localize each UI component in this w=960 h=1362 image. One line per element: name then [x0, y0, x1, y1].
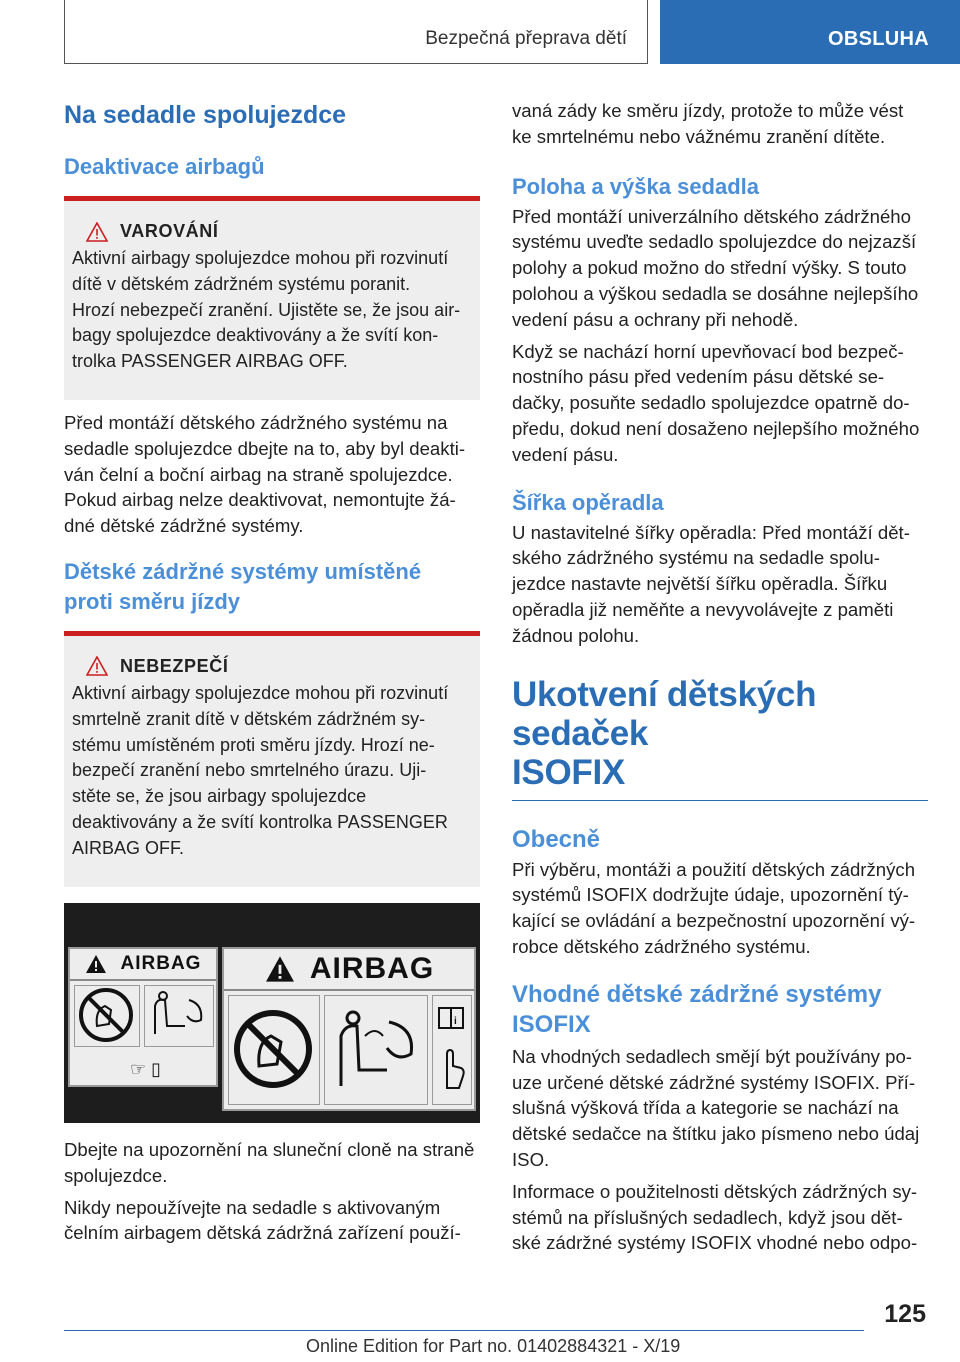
airbag-label-text: AIRBAG: [120, 952, 202, 974]
text-line: slušná výšková třída a kategorie se nachází na: [512, 1097, 899, 1119]
text-line: uze určené dětské zádržné systémy ISOFIX. Pří‐: [512, 1071, 916, 1093]
chapter-tab: OBSLUHA: [660, 0, 960, 64]
warning-triangle-icon: [85, 954, 107, 974]
warning-triangle-icon: [86, 222, 108, 242]
heading-line: ISOFIX: [512, 752, 625, 792]
text-line: dné dětské zádržné systémy.: [64, 515, 304, 537]
page-number: 125: [884, 1300, 926, 1328]
text-line: sedadle spolujezdce dbejte na to, aby byl deakti‐: [64, 437, 466, 459]
subheading-deaktivace: Deaktivace airbagů: [64, 154, 265, 179]
text-line: Na vhodných sedadlech smějí být používány po‐: [512, 1045, 912, 1067]
text-line: polohy a pokud možno do střední výšky. S touto: [512, 257, 907, 279]
label-cell: [432, 995, 472, 1105]
text-line: stémů na příslušných sedadlech, když jsou dět‐: [512, 1206, 903, 1228]
label-cell: [228, 995, 320, 1105]
text-line: ské zádržné systémy ISOFIX vhodné nebo odpo‐: [512, 1232, 918, 1254]
paragraph: [512, 520, 928, 649]
danger-label: NEBEZPEČÍ: [120, 655, 229, 676]
text-line: Když se nachází horní upevňovací bod bezpeč‐: [512, 340, 904, 362]
warning-label: VAROVÁNÍ: [120, 221, 219, 241]
text-line: Dbejte na upozornění na sluneční cloně na straně: [64, 1138, 475, 1160]
airbag-label-text: AIRBAG: [309, 951, 435, 985]
section-heading-isofix: [512, 675, 928, 800]
subheading-sirka: Šířka opěradla: [512, 489, 664, 515]
book-hand-icon: [433, 996, 469, 1102]
danger-line: stému umístěném proti směru jízdy. Hrozí ne‐: [72, 734, 435, 755]
warning-line: bagy spolujezdce deaktivovány a že svítí kon‐: [72, 325, 439, 346]
paragraph: [512, 98, 928, 150]
airbag-label-header: [70, 949, 216, 981]
warning-line: trolka PASSENGER AIRBAG OFF.: [72, 351, 348, 372]
text-line: čelním airbagem dětská zádržná zařízení použí‐: [64, 1222, 461, 1244]
warning-triangle-icon: [264, 955, 296, 983]
paragraph: [512, 339, 928, 468]
label-cell: [74, 985, 140, 1047]
subheading-line: Dětské zádržné systémy umístěné: [64, 558, 422, 584]
text-line: vedení pásu.: [512, 443, 619, 465]
header-section-box: [64, 0, 648, 64]
text-line: Při výběru, montáži a použití dětských zádržných: [512, 858, 916, 880]
text-line: ke smrtelnému nebo vážnému zranění dítěte.: [512, 125, 886, 147]
paragraph: [64, 1195, 480, 1247]
subheading-line: proti směru jízdy: [64, 588, 241, 614]
text-line: ván čelní a boční airbag na straně spolujezdce.: [64, 463, 453, 485]
warning-line: dítě v dětském zádržném systému poranit.: [72, 273, 411, 294]
airbag-deploy-icon: [325, 996, 425, 1102]
text-line: polohou a výškou sedadla se dosáhne nejlepšího: [512, 282, 919, 304]
paragraph: [512, 1179, 928, 1256]
text-line: Nikdy nepoužívejte na sedadle s aktivovaným: [64, 1196, 441, 1218]
danger-line: smrtelně zranit dítě v dětském zádržném sy‐: [72, 708, 426, 729]
danger-line: deaktivovány a že svítí kontrolka PASSENGER: [72, 811, 448, 832]
paragraph: [512, 857, 928, 960]
airbag-label-photo: [64, 903, 480, 1123]
text-line: ISO.: [512, 1148, 550, 1170]
edition-note: Online Edition for Part no. 01402884321 - X/19: [306, 1336, 681, 1356]
airbag-label-small: [68, 947, 218, 1087]
label-cell: [324, 995, 428, 1105]
heading-rule: [512, 800, 928, 801]
danger-line: Aktivní airbagy spolujezdce mohou při rozvinutí: [72, 682, 449, 703]
danger-line: stěte se, že jsou airbagy spolujezdce: [72, 786, 367, 807]
text-line: předu, dokud není dosaženo nejlepšího možného: [512, 417, 920, 439]
danger-box: [64, 631, 480, 887]
section-heading: Na sedadle spolujezdce: [64, 101, 347, 129]
text-line: spolujezdce.: [64, 1164, 168, 1186]
warning-triangle-icon: [86, 656, 108, 676]
warning-line: Hrozí nebezpečí zranění. Ujistěte se, že jsou air‐: [72, 299, 461, 320]
section-title: Bezpečná přeprava dětí: [425, 28, 627, 49]
text-line: systému uveďte sedadlo spolujezdce do nejzazší: [512, 231, 917, 253]
text-line: nostního pásu před vedením pásu dětské se‐: [512, 366, 885, 388]
subheading-proti-smeru: [64, 557, 480, 617]
svg-text:i: i: [454, 1015, 457, 1027]
text-line: Před montáží univerzálního dětského zádržného: [512, 205, 911, 227]
no-child-seat-icon: [75, 986, 137, 1044]
text-line: ského zádržného systému na sedadle spolu‐: [512, 547, 880, 569]
no-child-seat-icon: [229, 996, 317, 1102]
left-column: [64, 100, 480, 1246]
subheading-obecne: Obecně: [512, 825, 601, 853]
text-line: systémů ISOFIX dodržujte údaje, upozornění tý‐: [512, 884, 909, 906]
right-column: [512, 98, 928, 1256]
heading-line: Ukotvení dětských sedaček: [512, 674, 817, 753]
text-line: Pokud airbag nelze deaktivovat, nemontujte žá‐: [64, 489, 456, 511]
hand-book-icons: ☞ ▯: [130, 1058, 162, 1079]
airbag-label-large: [222, 947, 476, 1111]
label-cell: [144, 985, 214, 1047]
warning-title: [86, 221, 472, 242]
airbag-deploy-icon: [145, 986, 211, 1044]
subheading-line: ISOFIX: [512, 1010, 591, 1038]
subheading-poloha: Poloha a výška sedadla: [512, 173, 760, 199]
text-line: žádnou polohu.: [512, 624, 640, 646]
text-line: U nastavitelné šířky opěradla: Před montáží dět‐: [512, 521, 910, 543]
text-line: kající se ovládání a bezpečnostní upozornění vý‐: [512, 910, 916, 932]
text-line: robce dětského zádržného systému.: [512, 935, 811, 957]
text-line: jezdce nastavte největší šířku opěradla. Šířku: [512, 573, 888, 595]
subheading-line: Vhodné dětské zádržné systémy: [512, 980, 882, 1008]
danger-line: AIRBAG OFF.: [72, 837, 185, 858]
airbag-label-header: [224, 949, 474, 991]
danger-title: [86, 656, 472, 677]
text-line: dačky, posuňte sedadlo spolujezdce opatrně do‐: [512, 392, 910, 414]
text-line: opěradla již neměňte a nevyvolávejte z paměti: [512, 598, 894, 620]
paragraph: [512, 1044, 928, 1173]
subheading-vhodne: [512, 980, 928, 1040]
text-line: vaná zády ke směru jízdy, protože to může vést: [512, 100, 904, 121]
paragraph: [64, 410, 480, 539]
warning-line: Aktivní airbagy spolujezdce mohou při rozvinutí: [72, 248, 449, 268]
text-line: Před montáží dětského zádržného systému na: [64, 412, 448, 433]
danger-line: bezpečí zranění nebo smrtelného úrazu. Uji‐: [72, 760, 427, 781]
warning-box: [64, 196, 480, 400]
footer-rule: [64, 1330, 864, 1331]
text-line: Informace o použitelnosti dětských zádržných sy‐: [512, 1180, 918, 1202]
paragraph: [64, 1137, 480, 1189]
text-line: vedení pásu a ochrany při nehodě.: [512, 308, 799, 330]
text-line: dětské sedačce na štítku jako písmeno nebo údaj: [512, 1123, 920, 1145]
paragraph: [512, 204, 928, 333]
